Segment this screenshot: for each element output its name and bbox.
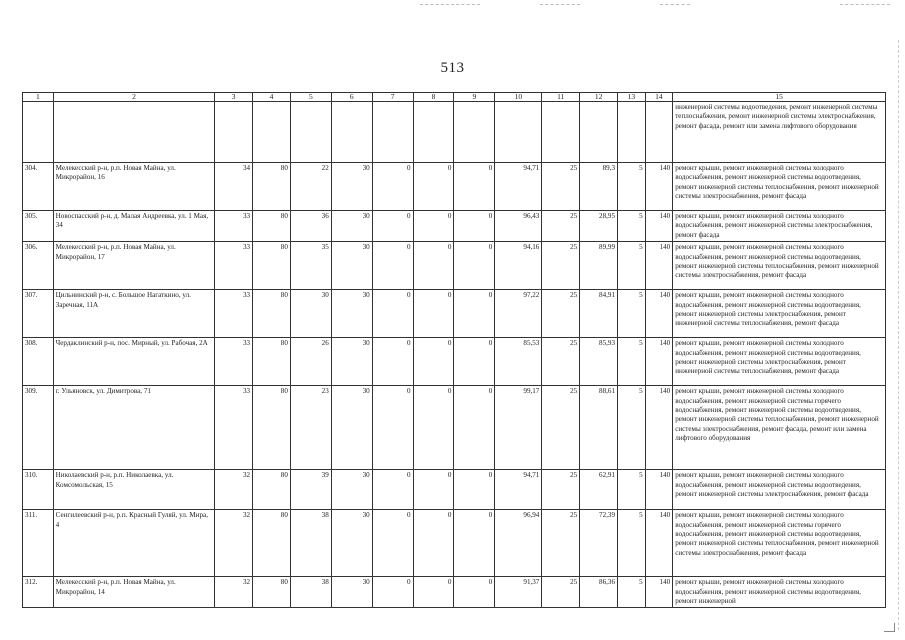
value-cell: 5 (618, 242, 646, 290)
value-cell: 62,91 (580, 470, 618, 510)
value-cell (618, 102, 646, 163)
value-cell: 84,91 (580, 290, 618, 338)
value-cell: 30 (331, 510, 372, 577)
value-cell: 36 (290, 211, 331, 242)
row-number: 309. (23, 386, 54, 470)
column-header: 12 (580, 93, 618, 102)
value-cell (454, 102, 495, 163)
value-cell: 26 (290, 338, 331, 386)
value-cell: 0 (454, 338, 495, 386)
value-cell: 35 (290, 242, 331, 290)
value-cell: 80 (253, 470, 291, 510)
value-cell: 80 (253, 163, 291, 211)
works-list-cell: ремонт крыши, ремонт инженерной системы холодного водоснабжения, ремонт инженерной системы водоотведения, ремонт инженерной системы электроснабжения, ремонт инженерной системы теплоснабжения, ремонт фасада (673, 338, 886, 386)
value-cell: 80 (253, 211, 291, 242)
address-cell: г. Ульяновск, ул. Димитрова, 71 (53, 386, 215, 470)
value-cell: 88,61 (580, 386, 618, 470)
value-cell: 25 (542, 386, 580, 470)
value-cell: 80 (253, 290, 291, 338)
address-cell: Новоспасский р-н, д. Малая Андреевка, ул. 1 Мая, 34 (53, 211, 215, 242)
value-cell: 96,94 (495, 510, 542, 577)
value-cell: 32 (215, 510, 253, 577)
value-cell: 32 (215, 470, 253, 510)
column-header: 4 (253, 93, 291, 102)
row-number: 307. (23, 290, 54, 338)
value-cell (580, 102, 618, 163)
value-cell: 80 (253, 338, 291, 386)
scan-edge-right (898, 40, 899, 630)
value-cell: 33 (215, 338, 253, 386)
value-cell (331, 102, 372, 163)
value-cell: 0 (413, 211, 454, 242)
column-header: 13 (618, 93, 646, 102)
works-list-cell: ремонт крыши, ремонт инженерной системы холодного водоснабжения, ремонт инженерной системы водоотведения, ремонт инженерной (673, 577, 886, 608)
value-cell (253, 102, 291, 163)
value-cell: 0 (372, 211, 413, 242)
value-cell: 5 (618, 386, 646, 470)
value-cell: 89,3 (580, 163, 618, 211)
value-cell: 97,22 (495, 290, 542, 338)
value-cell: 140 (645, 510, 673, 577)
value-cell: 5 (618, 577, 646, 608)
column-header: 7 (372, 93, 413, 102)
value-cell: 0 (413, 386, 454, 470)
column-header: 6 (331, 93, 372, 102)
value-cell: 30 (331, 163, 372, 211)
row-number: 310. (23, 470, 54, 510)
table-row (23, 290, 886, 338)
value-cell: 89,99 (580, 242, 618, 290)
value-cell: 38 (290, 577, 331, 608)
address-cell: Мелекесский р-н, р.п. Новая Майна, ул. Микрорайон, 14 (53, 577, 215, 608)
row-number: 308. (23, 338, 54, 386)
value-cell: 25 (542, 242, 580, 290)
value-cell: 33 (215, 242, 253, 290)
value-cell: 0 (372, 386, 413, 470)
value-cell: 0 (454, 510, 495, 577)
row-number: 306. (23, 242, 54, 290)
value-cell: 25 (542, 577, 580, 608)
table-row (23, 470, 886, 510)
value-cell: 30 (331, 577, 372, 608)
value-cell: 96,43 (495, 211, 542, 242)
table-row (23, 242, 886, 290)
value-cell (542, 102, 580, 163)
works-list-cell: инженерной системы водоотведения, ремонт инженерной системы теплоснабжения, ремонт инженерной системы электроснабжения, ремонт фасада, ремонт или замена лифтового оборудования (673, 102, 886, 163)
table-row (23, 163, 886, 211)
value-cell: 140 (645, 163, 673, 211)
value-cell: 22 (290, 163, 331, 211)
value-cell: 0 (372, 510, 413, 577)
value-cell: 140 (645, 338, 673, 386)
value-cell: 0 (372, 290, 413, 338)
value-cell: 94,16 (495, 242, 542, 290)
value-cell: 5 (618, 338, 646, 386)
address-cell: Николаевский р-н, р.п. Николаевка, ул. Комсомольская, 15 (53, 470, 215, 510)
value-cell: 140 (645, 577, 673, 608)
row-number: 312. (23, 577, 54, 608)
column-header: 14 (645, 93, 673, 102)
value-cell: 30 (331, 386, 372, 470)
value-cell: 30 (290, 290, 331, 338)
value-cell: 0 (372, 242, 413, 290)
value-cell: 5 (618, 163, 646, 211)
table-row (23, 102, 886, 163)
value-cell: 25 (542, 510, 580, 577)
value-cell: 25 (542, 290, 580, 338)
value-cell: 140 (645, 470, 673, 510)
table-row (23, 577, 886, 608)
column-header: 1 (23, 93, 54, 102)
value-cell: 80 (253, 510, 291, 577)
value-cell: 0 (413, 338, 454, 386)
value-cell: 140 (645, 290, 673, 338)
address-cell: Мелекесский р-н, р.п. Новая Майна, ул. Микрорайон, 17 (53, 242, 215, 290)
value-cell: 0 (454, 163, 495, 211)
value-cell: 0 (372, 163, 413, 211)
value-cell: 0 (413, 577, 454, 608)
value-cell (413, 102, 454, 163)
works-list-cell: ремонт крыши, ремонт инженерной системы холодного водоснабжения, ремонт инженерной системы водоотведения, ремонт инженерной системы электроснабжения, ремонт фасада (673, 470, 886, 510)
address-cell: Мелекесский р-н, р.п. Новая Майна, ул. Микрорайон, 16 (53, 163, 215, 211)
row-number (23, 102, 54, 163)
works-list-cell: ремонт крыши, ремонт инженерной системы холодного водоснабжения, ремонт инженерной системы электроснабжения, ремонт фасада (673, 211, 886, 242)
value-cell: 72,39 (580, 510, 618, 577)
table-row (23, 338, 886, 386)
value-cell: 0 (413, 510, 454, 577)
value-cell: 25 (542, 338, 580, 386)
address-cell (53, 102, 215, 163)
page-number: 513 (440, 60, 465, 76)
value-cell: 30 (331, 338, 372, 386)
value-cell: 0 (454, 290, 495, 338)
address-cell: Сенгилеевский р-н, р.п. Красный Гуляй, ул. Мира, 4 (53, 510, 215, 577)
value-cell: 0 (454, 577, 495, 608)
column-header: 15 (673, 93, 886, 102)
value-cell: 85,53 (495, 338, 542, 386)
value-cell: 30 (331, 242, 372, 290)
works-list-cell: ремонт крыши, ремонт инженерной системы холодного водоснабжения, ремонт инженерной системы горячего водоснабжения, ремонт инженерной системы водоотведения, ремонт инженерной системы теплоснабжения, ремонт инженерной системы электроснабжения, ремонт фасада, ремонт или замена лифтового оборудования (673, 386, 886, 470)
value-cell: 0 (454, 242, 495, 290)
value-cell (495, 102, 542, 163)
value-cell: 140 (645, 242, 673, 290)
works-list-cell: ремонт крыши, ремонт инженерной системы холодного водоснабжения, ремонт инженерной системы водоотведения, ремонт инженерной системы теплоснабжения, ремонт инженерной системы электроснабжения, ремонт фасада (673, 163, 886, 211)
value-cell: 39 (290, 470, 331, 510)
address-cell: Чердаклинский р-н, пос. Мирный, ул. Рабочая, 2А (53, 338, 215, 386)
value-cell: 94,71 (495, 163, 542, 211)
value-cell: 28,95 (580, 211, 618, 242)
table-row (23, 386, 886, 470)
value-cell: 140 (645, 386, 673, 470)
row-number: 311. (23, 510, 54, 577)
value-cell: 0 (413, 470, 454, 510)
value-cell: 30 (331, 290, 372, 338)
value-cell: 85,93 (580, 338, 618, 386)
value-cell: 5 (618, 470, 646, 510)
value-cell: 33 (215, 386, 253, 470)
value-cell: 0 (454, 470, 495, 510)
value-cell: 5 (618, 510, 646, 577)
value-cell: 0 (372, 577, 413, 608)
column-header: 10 (495, 93, 542, 102)
value-cell (215, 102, 253, 163)
value-cell: 91,37 (495, 577, 542, 608)
value-cell: 25 (542, 470, 580, 510)
works-list-cell: ремонт крыши, ремонт инженерной системы холодного водоснабжения, ремонт инженерной системы водоотведения, ремонт инженерной системы теплоснабжения, ремонт инженерной системы электроснабжения, ремонт фасада (673, 242, 886, 290)
value-cell: 5 (618, 290, 646, 338)
value-cell: 32 (215, 577, 253, 608)
value-cell: 34 (215, 163, 253, 211)
value-cell: 0 (413, 163, 454, 211)
column-header: 2 (53, 93, 215, 102)
table-row (23, 510, 886, 577)
value-cell: 23 (290, 386, 331, 470)
works-list-cell: ремонт крыши, ремонт инженерной системы холодного водоснабжения, ремонт инженерной системы водоотведения, ремонт инженерной системы электроснабжения, ремонт инженерной системы теплоснабжения, ремонт фасада (673, 290, 886, 338)
value-cell: 0 (454, 211, 495, 242)
value-cell: 30 (331, 211, 372, 242)
value-cell: 33 (215, 211, 253, 242)
value-cell: 0 (413, 290, 454, 338)
scan-edge (0, 0, 905, 8)
value-cell: 38 (290, 510, 331, 577)
value-cell (372, 102, 413, 163)
value-cell (290, 102, 331, 163)
value-cell: 25 (542, 163, 580, 211)
row-number: 305. (23, 211, 54, 242)
value-cell: 86,36 (580, 577, 618, 608)
value-cell: 0 (454, 386, 495, 470)
column-header: 5 (290, 93, 331, 102)
value-cell: 0 (372, 338, 413, 386)
value-cell: 99,17 (495, 386, 542, 470)
column-header: 3 (215, 93, 253, 102)
repair-schedule-table (22, 92, 886, 608)
header-row (23, 93, 886, 102)
column-header: 11 (542, 93, 580, 102)
column-header: 8 (413, 93, 454, 102)
value-cell: 25 (542, 211, 580, 242)
scan-corner-mark (884, 623, 895, 632)
value-cell: 0 (413, 242, 454, 290)
value-cell: 5 (618, 211, 646, 242)
value-cell: 80 (253, 386, 291, 470)
works-list-cell: ремонт крыши, ремонт инженерной системы холодного водоснабжения, ремонт инженерной системы горячего водоснабжения, ремонт инженерной системы водоотведения, ремонт инженерной системы теплоснабжения, ремонт инженерной системы электроснабжения, ремонт фасада (673, 510, 886, 577)
value-cell: 33 (215, 290, 253, 338)
address-cell: Цильнинский р-н, с. Большое Нагаткино, ул. Заречная, 11А (53, 290, 215, 338)
value-cell: 80 (253, 242, 291, 290)
value-cell: 30 (331, 470, 372, 510)
column-header: 9 (454, 93, 495, 102)
table-row (23, 211, 886, 242)
value-cell: 140 (645, 211, 673, 242)
value-cell: 80 (253, 577, 291, 608)
value-cell: 94,71 (495, 470, 542, 510)
row-number: 304. (23, 163, 54, 211)
value-cell (645, 102, 673, 163)
value-cell: 0 (372, 470, 413, 510)
